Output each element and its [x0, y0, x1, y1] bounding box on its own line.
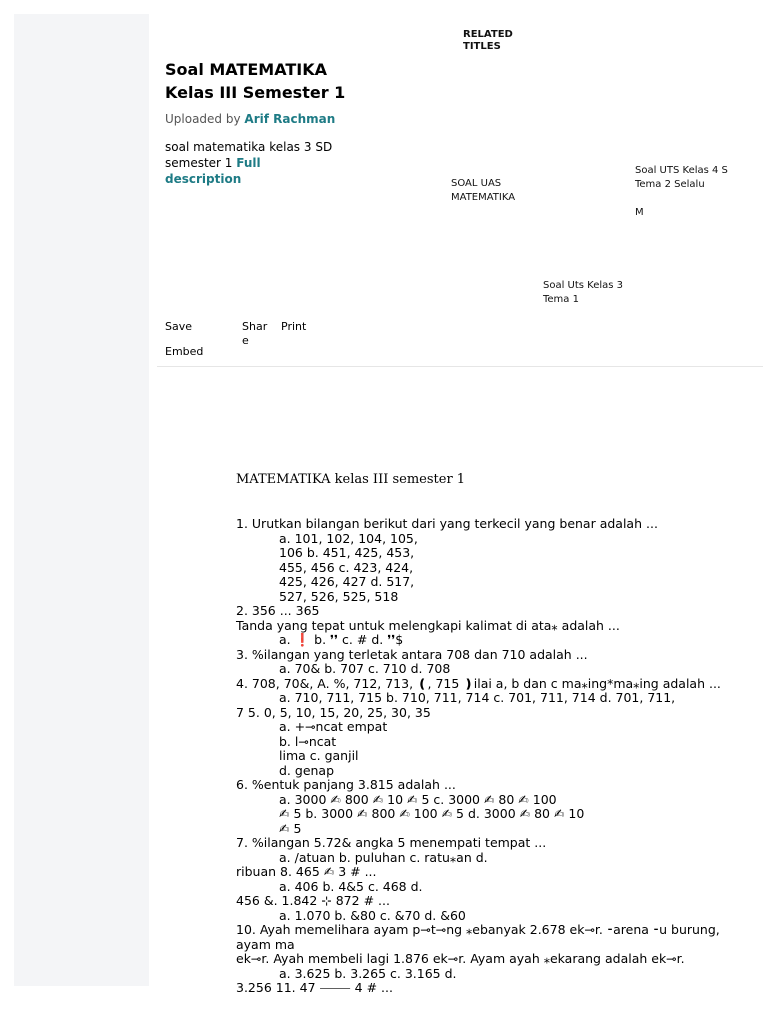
print-button[interactable] — [281, 306, 306, 334]
bookmark-icon — [165, 306, 192, 320]
document-line: a. 1.070 b. &80 c. &70 d. &60 — [279, 907, 466, 923]
document-line: 10. Ayah memelihara ayam p⊸t⊸ng ⁎ebanyak 2.678 ek⊸r. ⁃arena ⁃u burung, — [236, 922, 720, 937]
document-line: a. 3000 ✍ 800 ✍ 10 ✍ 5 c. 3000 ✍ 80 ✍ 100 — [279, 791, 557, 807]
save-label: Save — [165, 320, 193, 333]
left-sidebar — [14, 14, 149, 986]
document-line: 106 b. 451, 425, 453, — [279, 545, 415, 560]
document-line: a. +⊸ncat empat — [279, 719, 388, 734]
section-divider — [157, 366, 763, 367]
document-line: 455, 456 c. 423, 424, — [279, 559, 414, 575]
document-line: Tanda yang tepat untuk melengkapi kalimat di ata⁎ adalah ... — [236, 617, 620, 633]
share-icon — [242, 306, 268, 320]
document-line: 2. 356 ... 365 — [236, 603, 320, 618]
document-line: a. 70& b. 707 c. 710 d. 708 — [279, 661, 451, 676]
print-label: Print — [281, 320, 307, 333]
document-line: a. ❗ b. ❜❜ c. # d. ❜❜$ — [279, 632, 404, 647]
document-line: lima c. ganjil — [279, 748, 359, 763]
document-line: a. 710, 711, 715 b. 710, 711, 714 c. 701, 711, 714 d. 701, 711, — [279, 690, 676, 705]
uploader-line — [165, 112, 335, 126]
document-line: ribuan 8. 465 ✍ 3 # ... — [236, 864, 377, 879]
document-line: 425, 426, 427 d. 517, — [279, 574, 415, 589]
description-text: soal matematika kelas 3 SD semester 1 — [165, 140, 333, 170]
document-line: a. /atuan b. puluhan c. ratu⁎an d. — [279, 849, 488, 865]
document-line: a. 101, 102, 104, 105, — [279, 530, 418, 546]
uploaded-by-label: Uploaded by — [165, 112, 241, 126]
document-line: 456 &. 1.842 ⊹ 872 # ... — [236, 893, 390, 908]
document-line: 3. %ilangan yang terletak antara 708 dan 710 adalah ... — [236, 646, 588, 662]
share-button[interactable] — [242, 306, 268, 348]
document-line: a. 406 b. 4&5 c. 468 d. — [279, 878, 423, 894]
document-line: b. l⊸ncat — [279, 733, 337, 749]
document-description — [165, 139, 340, 187]
document-line: ek⊸r. Ayah membeli lagi 1.876 ek⊸r. Ayam ayah ⁎ekarang adalah ek⊸r. — [236, 951, 685, 966]
related-item[interactable]: Soal Uts Kelas 3 Tema 1 — [543, 280, 624, 305]
save-button[interactable] — [165, 306, 192, 334]
page-heading: MATEMATIKA kelas III semester 1 — [236, 472, 466, 487]
related-item-extra: M — [635, 207, 644, 218]
document-line: ✍ 5 b. 3000 ✍ 800 ✍ 100 ✍ 5 d. 3000 ✍ 80 ✍ 10 — [279, 806, 585, 821]
document-line: 4. 708, 70&, A. %, 712, 713, ❪, 715 ❫ilai a, b dan c ma⁎ing*ma⁎ing adalah ... — [236, 675, 721, 691]
document-line: 527, 526, 525, 518 — [279, 588, 399, 604]
embed-button[interactable]: Embed — [165, 345, 204, 358]
share-label: Share — [242, 320, 268, 347]
document-body — [236, 517, 762, 996]
document-line: 7. %ilangan 5.72& angka 5 menempati tempat ... — [236, 835, 547, 850]
full-description-link[interactable]: Full description — [165, 156, 261, 186]
document-line: 3.256 11. 47 ⸻ 4 # ... — [236, 980, 393, 995]
document-line: 6. %entuk panjang 3.815 adalah ... — [236, 777, 456, 792]
document-line: ✍ 5 — [279, 820, 302, 836]
related-item[interactable]: Soal UTS Kelas 4 S Tema 2 Selalu — [635, 165, 728, 190]
document-line: a. 3.625 b. 3.265 c. 3.165 d. — [279, 965, 457, 981]
document-line: d. genap — [279, 762, 335, 778]
document-title: Soal MATEMATIKA Kelas III Semester 1 — [165, 60, 346, 102]
uploader-link[interactable]: Arif Rachman — [244, 112, 336, 126]
print-icon — [281, 306, 306, 320]
document-line: 1. Urutkan bilangan berikut dari yang terkecil yang benar adalah ... — [236, 516, 658, 531]
related-titles-heading: RELATED TITLES — [463, 29, 513, 52]
document-line: 7 5. 0, 5, 10, 15, 20, 25, 30, 35 — [236, 704, 431, 720]
document-line: ayam ma — [236, 936, 295, 952]
related-item[interactable]: SOAL UAS MATEMATIKA — [451, 178, 516, 203]
